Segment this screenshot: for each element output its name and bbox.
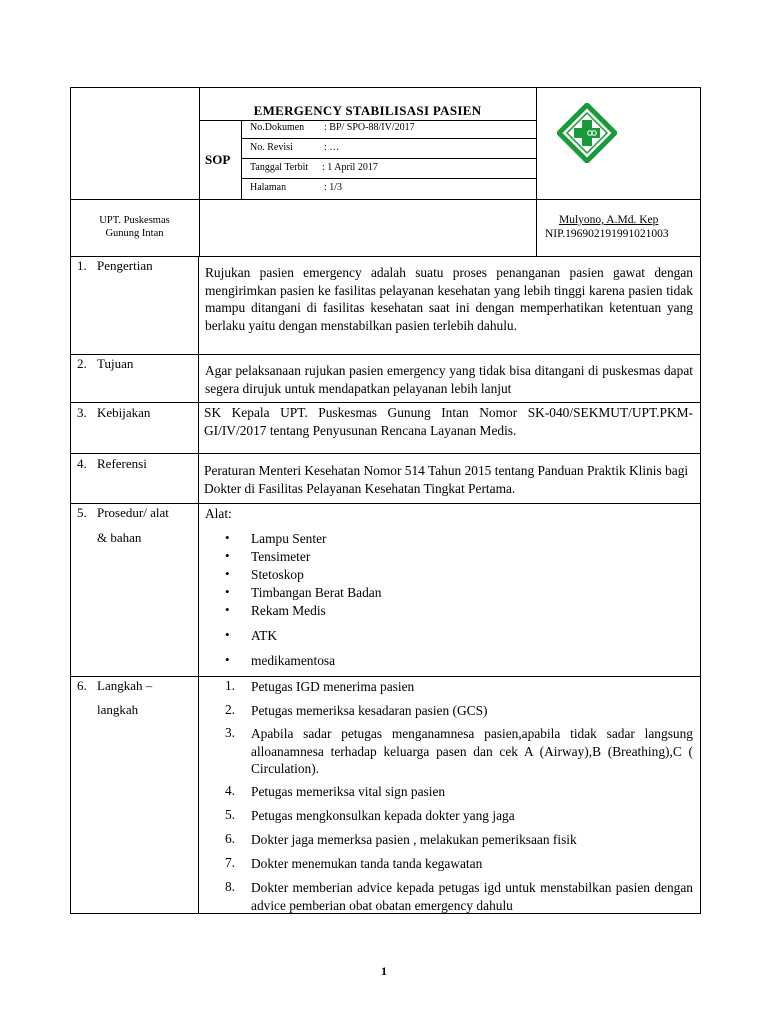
org-name-line1: UPT. Puskesmas: [99, 215, 170, 226]
step-text: Apabila sadar petugas menganamnesa pasien,apabila tidak sadar langsung alloanamnesa terhadap keluarga pasen dan cek A (Airway),B (Breathing),C ( Circulation).: [251, 726, 693, 776]
step-number: 2.: [224, 702, 235, 717]
list-item: • Tensimeter: [251, 549, 310, 565]
alat-heading: Alat:: [205, 506, 232, 521]
step-text: Dokter jaga memerksa pasien , melakukan pemeriksaan fisik: [251, 832, 577, 847]
step-number: 7.: [224, 855, 235, 870]
list-item: • medikamentosa: [251, 653, 335, 669]
list-item: • Rekam Medis: [251, 603, 326, 619]
sop-label: SOP: [205, 152, 231, 167]
step-number: 3.: [224, 725, 235, 740]
section-label: Langkah –: [97, 678, 153, 693]
signer-nip: NIP.196902191991021003: [545, 228, 669, 240]
step-text: Petugas IGD menerima pasien: [251, 679, 415, 694]
list-item: • ATK: [251, 628, 277, 644]
meta-label: Halaman: [250, 182, 287, 193]
meta-label: Tanggal Terbit: [250, 162, 309, 173]
section-label: & bahan: [97, 530, 142, 545]
meta-value: : BP/ SPO-88/IV/2017: [324, 122, 415, 133]
step-text: Dokter memberian advice kepada petugas igd untuk menstabilkan pasien dengan advice pemberian obat obatan emergency dahulu: [251, 880, 693, 913]
section-number: 1.: [77, 258, 87, 273]
step-number: 6.: [224, 831, 235, 846]
meta-value: : 1 April 2017: [322, 162, 378, 173]
document-title: EMERGENCY STABILISASI PASIEN: [253, 103, 482, 118]
section-number: 5.: [77, 505, 87, 520]
section-number: 3.: [77, 405, 87, 420]
step-number: 1.: [224, 678, 235, 693]
section-number: 2.: [77, 356, 87, 371]
step-text: Petugas memeriksa vital sign pasien: [251, 784, 446, 799]
org-name-line2: Gunung Intan: [105, 228, 164, 239]
meta-label: No. Revisi: [250, 142, 293, 153]
pengertian-text: Rujukan pasien emergency adalah suatu proses penanganan pasien gawat dengan mengirimkan pasien ke fasilitas pelayanan kesehatan yang lebih tinggi karena pasien tidak mampu ditangani di fasilitas kesehatan saat ini dengan memperhatikan ketentuan yang berlaku yaitu dengan menstabilkan pasien terlebih dahulu.: [205, 265, 693, 333]
step-number: 4.: [224, 783, 235, 798]
section-label: Referensi: [97, 456, 147, 471]
referensi-text: Peraturan Menteri Kesehatan Nomor 514 Tahun 2015 tentang Panduan Praktik Klinis bagi Dokter di Fasilitas Pelayanan Kesehatan Tingkat Pertama.: [204, 463, 689, 496]
step-text: Petugas mengkonsulkan kepada dokter yang jaga: [251, 808, 515, 823]
section-label: langkah: [97, 702, 139, 717]
meta-value: : …: [324, 142, 340, 153]
section-label: Tujuan: [97, 356, 134, 371]
signer-name: Mulyono, A.Md. Kep: [559, 214, 659, 226]
meta-label: No.Dokumen: [250, 122, 305, 133]
section-label: Prosedur/ alat: [97, 505, 169, 520]
kebijakan-text: SK Kepala UPT. Puskesmas Gunung Intan Nomor SK-040/SEKMUT/UPT.PKM-GI/IV/2017 tentang Penyusunan Rencana Layanan Medis.: [204, 405, 693, 438]
section-number: 6.: [77, 678, 87, 693]
step-number: 8.: [224, 879, 235, 894]
list-item: • Stetoskop: [251, 567, 304, 583]
tujuan-text: Agar pelaksanaan rujukan pasien emergency yang tidak bisa ditangani di puskesmas dapat segera dirujuk untuk mendapatkan pelayanan lebih lanjut: [205, 363, 693, 396]
section-number: 4.: [77, 456, 87, 471]
step-text: Dokter menemukan tanda tanda kegawatan: [251, 856, 483, 871]
step-text: Petugas memeriksa kesadaran pasien (GCS): [251, 703, 488, 718]
section-label: Pengertian: [97, 258, 153, 273]
list-item: • Timbangan Berat Badan: [251, 585, 381, 601]
section-label: Kebijakan: [97, 405, 151, 420]
puskesmas-logo: [557, 103, 617, 163]
meta-value: : 1/3: [324, 182, 343, 193]
list-item: • Lampu Senter: [251, 531, 327, 547]
step-number: 5.: [224, 807, 235, 822]
page-number: 1: [381, 964, 387, 978]
